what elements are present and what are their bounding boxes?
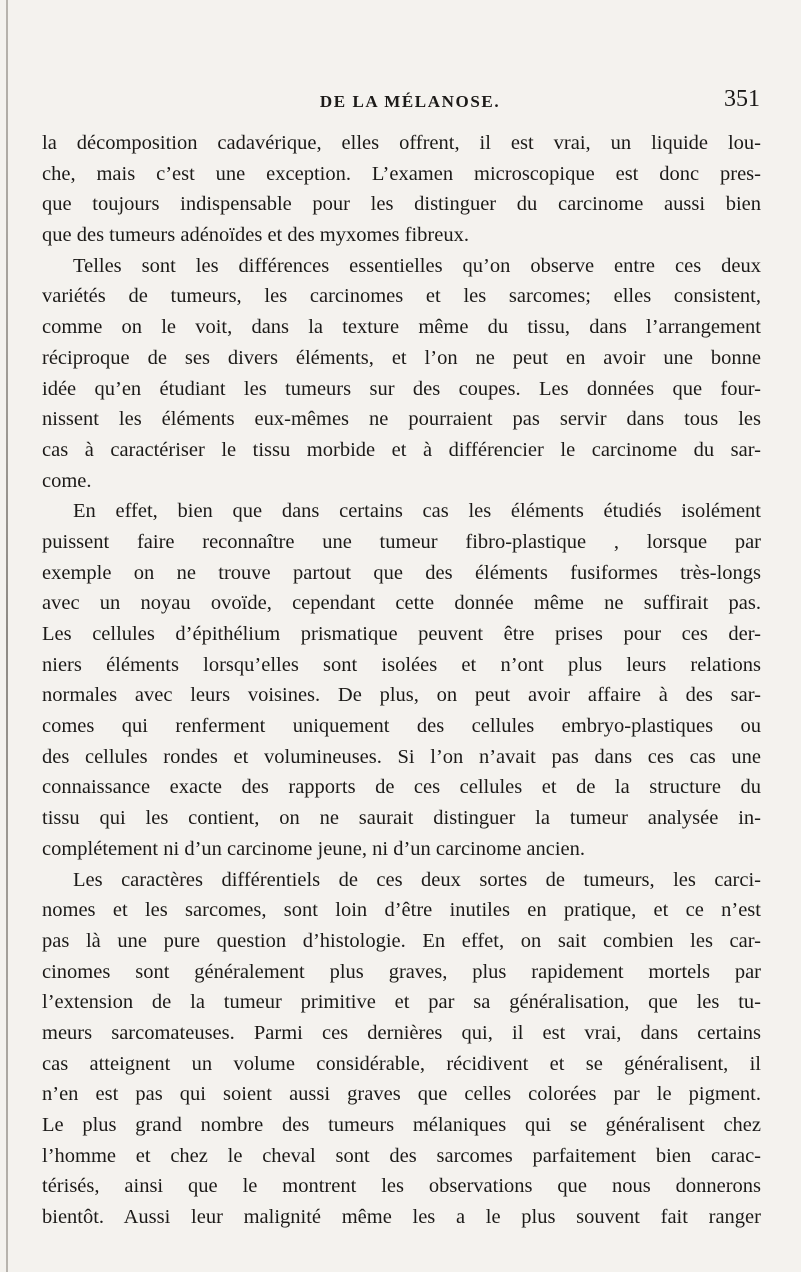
text-line: comme on le voit, dans la texture même du tissu, dans l’arrangement — [42, 316, 761, 339]
text-line: térisés, ainsi que le montrent les observations que nous donnerons — [42, 1175, 761, 1198]
text-line: exemple on ne trouve partout que des éléments fusiformes très-longs — [42, 561, 761, 584]
text-line: Les caractères différentiels de ces deux sortes de tumeurs, les carci- — [73, 868, 761, 891]
text-line: normales avec leurs voisines. De plus, on peut avoir affaire à des sar- — [42, 684, 761, 707]
text-line: la décomposition cadavérique, elles offrent, il est vrai, un liquide lou- — [42, 132, 761, 154]
text-line: variétés de tumeurs, les carcinomes et les sarcomes; elles consistent, — [42, 285, 761, 308]
text-line: tissu qui les contient, on ne saurait distinguer la tumeur analysée in- — [42, 807, 761, 830]
text-line: come. — [42, 469, 92, 492]
running-head: DE LA MÉLANOSE. — [319, 92, 501, 111]
text-line: niers éléments lorsqu’elles sont isolées et n’ont plus leurs relations — [42, 653, 761, 676]
text-line: complétement ni d’un carcinome jeune, ni d’un carcinome ancien. — [42, 837, 586, 860]
text-line: cas atteignent un volume considérable, récidivent et se généralisent, il — [42, 1052, 761, 1075]
text-line: cas à caractériser le tissu morbide et à différencier le carcinome du sar- — [42, 438, 761, 461]
text-line: puissent faire reconnaître une tumeur fibro-plastique , lorsque par — [42, 530, 761, 553]
text-line: l’extension de la tumeur primitive et par sa généralisation, que les tu- — [42, 991, 761, 1014]
page-header — [60, 86, 760, 122]
body-text — [42, 128, 761, 1233]
text-line: cinomes sont généralement plus graves, plus rapidement mortels par — [42, 960, 761, 983]
text-line: idée qu’en étudiant les tumeurs sur des coupes. Les données que four- — [42, 377, 761, 400]
text-line: nissent les éléments eux-mêmes ne pourraient pas servir dans tous les — [42, 408, 761, 431]
text-line: Le plus grand nombre des tumeurs mélaniques qui se généralisent chez — [42, 1114, 761, 1136]
text-line: réciproque de ses divers éléments, et l’on ne peut en avoir une bonne — [42, 346, 761, 369]
page-number: 351 — [724, 86, 760, 112]
page-gutter-edge — [6, 0, 8, 1272]
text-line: comes qui renferment uniquement des cellules embryo-plastiques ou — [42, 715, 761, 738]
text-line: Les cellules d’épithélium prismatique peuvent être prises pour ces der- — [42, 623, 761, 645]
text-line: l’homme et chez le cheval sont des sarcomes parfaitement bien carac- — [42, 1144, 761, 1167]
text-line: meurs sarcomateuses. Parmi ces dernières qui, il est vrai, dans certains — [42, 1021, 761, 1044]
text-line: bientôt. Aussi leur malignité même les a le plus souvent fait ranger — [42, 1206, 761, 1229]
text-line: Telles sont les différences essentielles qu’on observe entre ces deux — [73, 254, 761, 277]
text-line: che, mais c’est une exception. L’examen microscopique est donc pres- — [42, 162, 761, 185]
text-line: pas là une pure question d’histologie. En effet, on sait combien les car- — [42, 929, 761, 952]
text-line: avec un noyau ovoïde, cependant cette donnée même ne suffirait pas. — [42, 592, 761, 615]
text-line: En effet, bien que dans certains cas les éléments étudiés isolément — [73, 500, 761, 523]
text-line: des cellules rondes et volumineuses. Si l’on n’avait pas dans ces cas une — [42, 745, 761, 768]
text-line: que toujours indispensable pour les distinguer du carcinome aussi bien — [42, 193, 761, 216]
text-line: nomes et les sarcomes, sont loin d’être inutiles en pratique, et ce n’est — [42, 899, 761, 922]
text-line: connaissance exacte des rapports de ces cellules et de la structure du — [42, 776, 761, 799]
text-line: que des tumeurs adénoïdes et des myxomes fibreux. — [42, 224, 469, 247]
text-line: n’en est pas qui soient aussi graves que celles colorées par le pigment. — [42, 1083, 761, 1106]
